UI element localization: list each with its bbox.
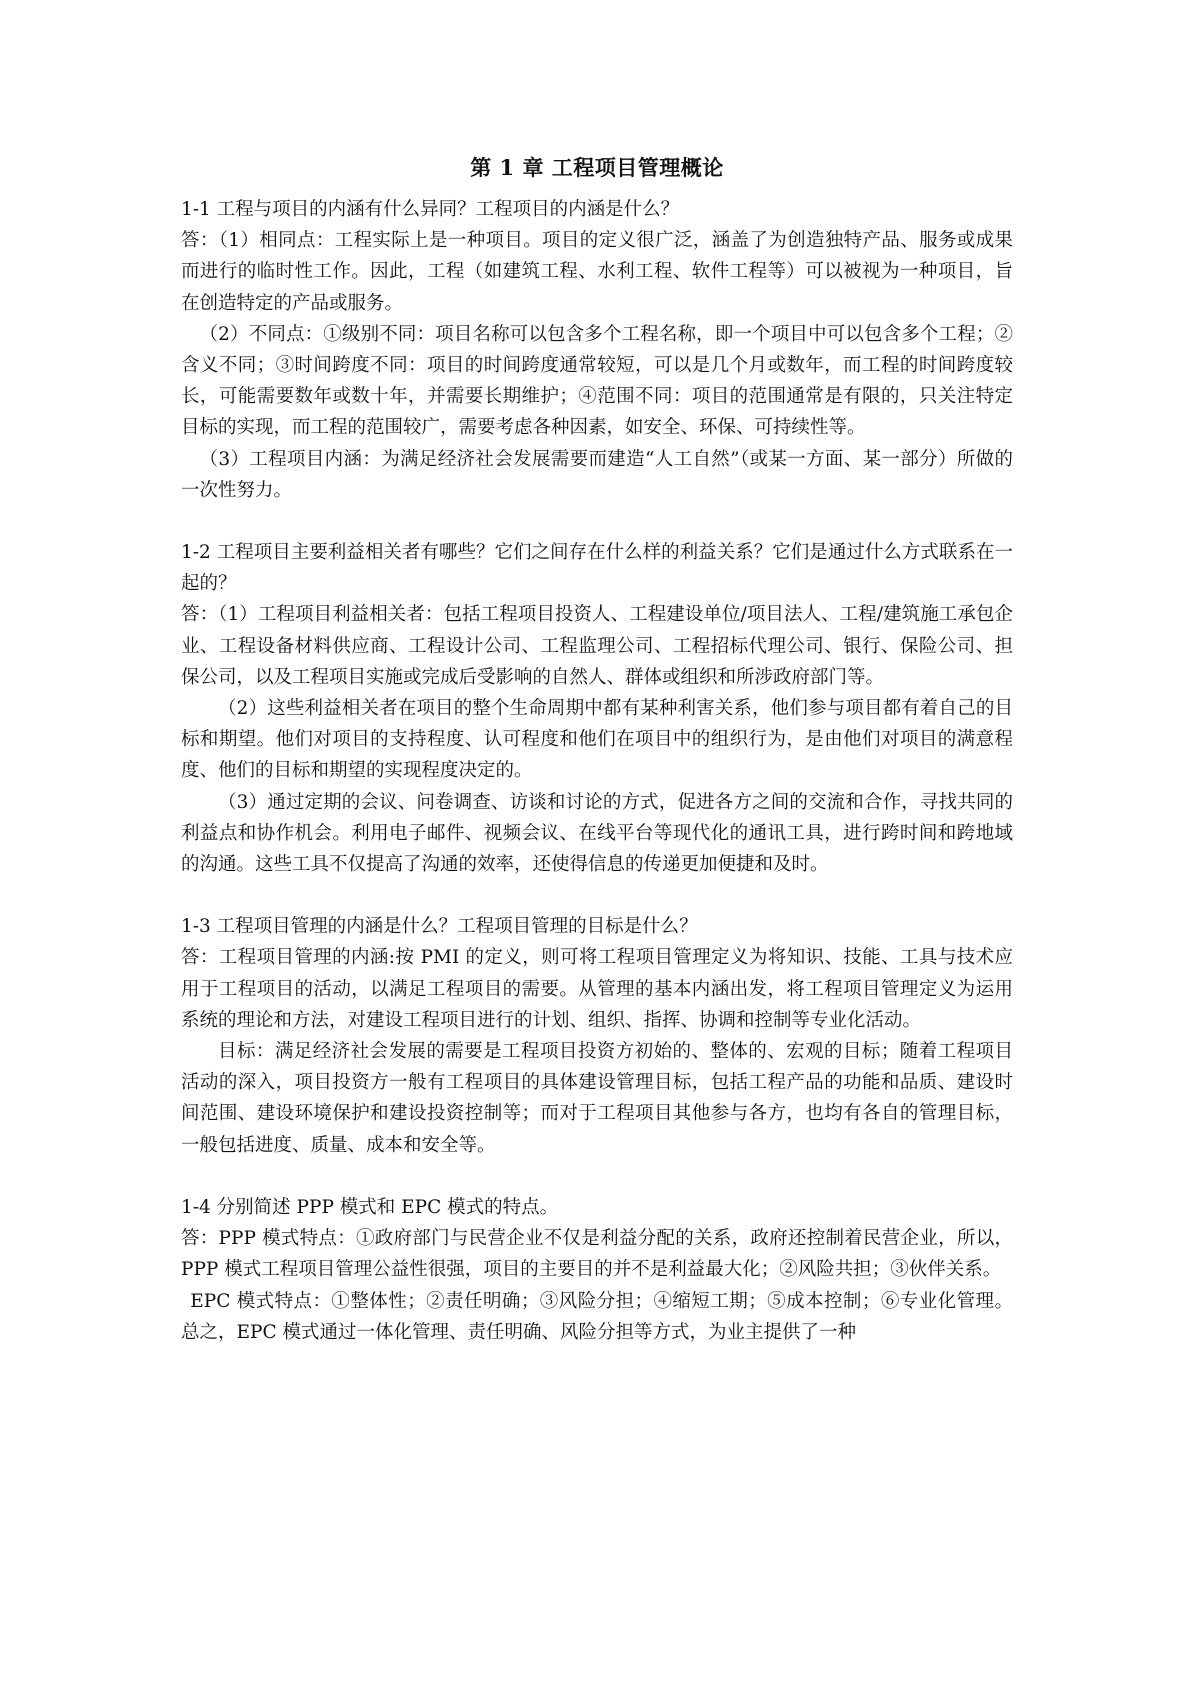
document-page <box>181 152 1013 1379</box>
chapter-title: 第 1 章 工程项目管理概论 <box>470 155 724 180</box>
answer-paragraph: （3）工程项目内涵：为满足经济社会发展需要而建造“人工自然”（或某一方面、某一部分）所做的一次性努力。 <box>181 448 1013 501</box>
question-heading: 1-4 分别简述 PPP 模式和 EPC 模式的特点。 <box>181 1196 559 1218</box>
answer-paragraph: 答：（1）相同点：工程实际上是一种项目。项目的定义很广泛，涵盖了为创造独特产品、服务或成果而进行的临时性工作。因此，工程（如建筑工程、水利工程、软件工程等）可以被视为一种项目，旨在创造特定的产品或服务。 <box>181 230 1013 314</box>
answer-paragraph: 答：（1）工程项目利益相关者：包括工程项目投资人、工程建设单位/项目法人、工程/建筑施工承包企业、工程设备材料供应商、工程设计公司、工程监理公司、工程招标代理公司、银行、保险公司、担保公司，以及工程项目实施或完成后受影响的自然人、群体或组织和所涉政府部门等。 <box>181 604 1013 688</box>
section-1-3 <box>181 911 1013 1161</box>
answer-paragraph: （2）不同点：①级别不同：项目名称可以包含多个工程名称，即一个项目中可以包含多个工程；②含义不同；③时间跨度不同：项目的时间跨度通常较短，可以是几个月或数年，而工程的时间跨度较长，可能需要数年或数十年，并需要长期维护；④范围不同：项目的范围通常是有限的，只关注特定目标的实现，而工程的范围较广，需要考虑各种因素，如安全、环保、可持续性等。 <box>181 323 1013 439</box>
answer-paragraph: 目标：满足经济社会发展的需要是工程项目投资方初始的、整体的、宏观的目标；随着工程项目活动的深入，项目投资方一般有工程项目的具体建设管理目标，包括工程产品的功能和品质、建设时间范围、建设环境保护和建设投资控制等；而对于工程项目其他参与各方，也均有各自的管理目标，一般包括进度、质量、成本和安全等。 <box>181 1041 1013 1156</box>
question-heading: 1-1 工程与项目的内涵有什么异同？工程项目的内涵是什么？ <box>181 199 680 220</box>
answer-paragraph: 答：工程项目管理的内涵:按 PMI 的定义，则可将工程项目管理定义为将知识、技能、工具与技术应用于工程项目的活动，以满足工程项目的需要。从管理的基本内涵出发，将工程项目管理定义为运用系统的理论和方法，对建设工程项目进行的计划、组织、指挥、协调和控制等专业化活动。 <box>181 947 1013 1031</box>
section-1-4 <box>181 1192 1013 1348</box>
question-heading: 1-2 工程项目主要利益相关者有哪些？它们之间存在什么样的利益关系？它们是通过什么方式联系在一起的？ <box>181 542 1013 595</box>
section-1-2 <box>181 537 1013 880</box>
answer-paragraph: （3）通过定期的会议、问卷调查、访谈和讨论的方式，促进各方之间的交流和合作，寻找共同的利益点和协作机会。利用电子邮件、视频会议、在线平台等现代化的通讯工具，进行跨时间和跨地域的沟通。这些工具不仅提高了沟通的效率，还使得信息的传递更加便捷和及时。 <box>181 791 1013 876</box>
question-heading: 1-3 工程项目管理的内涵是什么？工程项目管理的目标是什么？ <box>181 916 698 938</box>
answer-paragraph: 答：PPP 模式特点：①政府部门与民营企业不仅是利益分配的关系，政府还控制着民营企业，所以，PPP 模式工程项目管理公益性很强，项目的主要目的并不是利益最大化；②风险共担；③伙伴关系。 <box>181 1228 1013 1281</box>
section-1-1 <box>181 194 1013 506</box>
answer-paragraph: EPC 模式特点：①整体性；②责任明确；③风险分担；④缩短工期；⑤成本控制；⑥专业化管理。总之，EPC 模式通过一体化管理、责任明确、风险分担等方式，为业主提供了一种 <box>181 1290 1013 1343</box>
answer-paragraph: （2）这些利益相关者在项目的整个生命周期中都有某种利害关系，他们参与项目都有着自己的目标和期望。他们对项目的支持程度、认可程度和他们在项目中的组织行为，是由他们对项目的满意程度、他们的目标和期望的实现程度决定的。 <box>181 698 1013 782</box>
